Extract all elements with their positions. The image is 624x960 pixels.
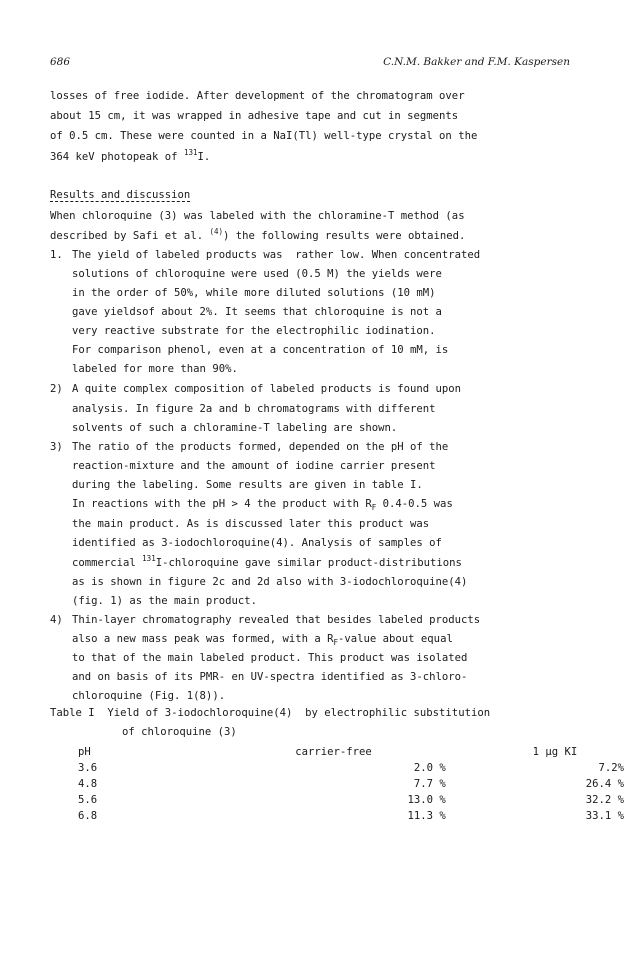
list-item-line: during the labeling. Some results are given in table I.	[72, 479, 423, 491]
yield-table	[78, 744, 624, 824]
table-cell: 7.7 %	[413, 778, 446, 790]
section-line: When chloroquine (3) was labeled with the chloramine-T method (as	[50, 210, 465, 222]
list-item-line: solvents of such a chloramine-T labeling are shown.	[72, 422, 398, 434]
intro-line: losses of free iodide. After development of the chromatogram over	[50, 90, 465, 102]
list-item-line: and on basis of its PMR- en UV-spectra identified as 3-chloro-	[72, 671, 468, 683]
intro-line: of 0.5 cm. These were counted in a NaI(Tl) well-type crystal on the	[50, 130, 478, 142]
list-item-line: For comparison phenol, even at a concentration of 10 mM, is	[72, 344, 449, 356]
table-cell: 11.3 %	[407, 810, 446, 822]
table-cell: 13.0 %	[407, 794, 446, 806]
list-item-line: gave yieldsof about 2%. It seems that chloroquine is not a	[72, 306, 442, 318]
section-line: described by Safi et al. $^{(4)}$) the following results were obtained.	[50, 227, 466, 242]
list-item-number: 1.	[50, 249, 63, 261]
list-item-number: 2)	[50, 383, 63, 395]
table-cell: 4.8	[78, 778, 98, 790]
table-cell: 2.0 %	[413, 762, 446, 774]
table-row	[78, 808, 624, 824]
table-row	[78, 792, 624, 808]
list-item-line: The ratio of the products formed, depended on the pH of the	[72, 441, 449, 453]
table-row	[78, 776, 624, 792]
intro-line: about 15 cm, it was wrapped in adhesive tape and cut in segments	[50, 110, 459, 122]
column-header-ki: 1 µg KI	[532, 746, 578, 758]
table-cell: 32.2 %	[585, 794, 624, 806]
list-item-line: commercial $^{131}$I-chloroquine gave similar product-distributions	[72, 554, 462, 569]
running-header	[50, 56, 570, 70]
table-header-row	[78, 744, 624, 760]
page-number: 686	[50, 56, 71, 68]
list-item-line: labeled for more than 90%.	[72, 363, 238, 375]
table-cell: 6.8	[78, 810, 98, 822]
list-item-number: 3)	[50, 441, 63, 453]
table-row	[78, 760, 624, 776]
list-item-line: analysis. In figure 2a and b chromatograms with different	[72, 403, 436, 415]
list-item-line: in the order of 50%, while more diluted solutions (10 mM)	[72, 287, 436, 299]
running-header-authors: C.N.M. Bakker and F.M. Kaspersen	[383, 56, 570, 68]
list-item-line: as is shown in figure 2c and 2d also with 3-iodochloroquine(4)	[72, 576, 468, 588]
table-cell: 26.4 %	[585, 778, 624, 790]
column-header-ph: pH	[78, 746, 91, 758]
list-item-number: 4)	[50, 614, 63, 626]
list-item-line: In reactions with the pH > 4 the product with $R_F$ 0.4-0.5 was	[72, 498, 453, 512]
table-cell: 3.6	[78, 762, 98, 774]
list-item-line: to that of the main labeled product. This product was isolated	[72, 652, 468, 664]
list-item-line: the main product. As is discussed later this product was	[72, 518, 430, 530]
list-item-line: reaction-mixture and the amount of iodine carrier present	[72, 460, 436, 472]
table-cell: 33.1 %	[585, 810, 624, 822]
list-item-line: Thin-layer chromatography revealed that besides labeled products	[72, 614, 481, 626]
table-caption: of chloroquine (3)	[122, 726, 237, 738]
list-item-line: (fig. 1) as the main product.	[72, 595, 257, 607]
list-item-line: solutions of chloroquine were used (0.5 M) the yields were	[72, 268, 442, 280]
table-caption: Table I Yield of 3-iodochloroquine(4) by electrophilic substitution	[50, 707, 491, 719]
section-heading: Results and discussion	[50, 189, 191, 201]
list-item-line: very reactive substrate for the electrophilic iodination.	[72, 325, 436, 337]
list-item-line: identified as 3-iodochloroquine(4). Analysis of samples of	[72, 537, 442, 549]
table-cell: 7.2%	[598, 762, 624, 774]
intro-line: 364 keV photopeak of $^{131}$I.	[50, 148, 211, 163]
list-item-line: The yield of labeled products was rather low. When concentrated	[72, 249, 481, 261]
list-item-line: chloroquine (Fig. 1(8)).	[72, 690, 226, 702]
list-item-line: also a new mass peak was formed, with a $R_F$-value about equal	[72, 633, 453, 647]
column-header-carrier-free: carrier-free	[295, 746, 372, 758]
table-cell: 5.6	[78, 794, 98, 806]
list-item-line: A quite complex composition of labeled products is found upon	[72, 383, 462, 395]
